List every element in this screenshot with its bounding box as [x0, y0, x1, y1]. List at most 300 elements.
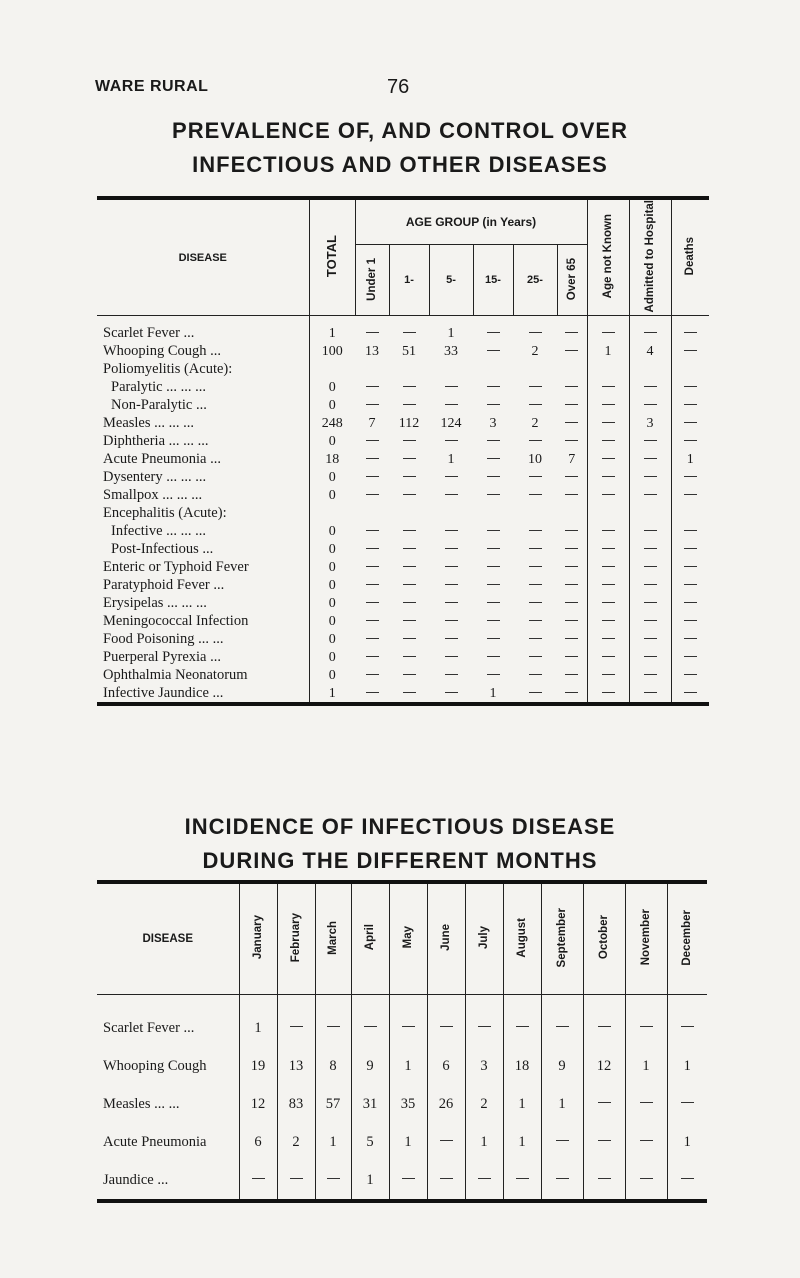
page-header	[95, 78, 695, 102]
dash-mark	[403, 602, 416, 603]
dash-mark	[565, 692, 578, 693]
value-cell	[671, 522, 709, 540]
value-cell	[513, 648, 557, 666]
value-cell: 3	[629, 414, 671, 432]
value-cell: 1	[489, 686, 497, 702]
value-cell: 26	[427, 1085, 465, 1123]
value-cell	[355, 504, 389, 522]
value-cell	[355, 468, 389, 486]
table-row	[97, 1047, 707, 1085]
value-cell	[389, 522, 429, 540]
value-cell	[513, 316, 557, 343]
dash-mark	[684, 476, 697, 477]
dash-mark	[602, 620, 615, 621]
value-cell	[465, 1161, 503, 1201]
value-cell	[557, 576, 587, 594]
value-cell	[429, 630, 473, 648]
value-cell	[587, 630, 629, 648]
value-cell	[629, 612, 671, 630]
value-cell: 1	[671, 450, 709, 468]
dash-mark	[565, 404, 578, 405]
table-row	[97, 630, 709, 648]
header-under1: Under 1	[355, 245, 389, 316]
dash-mark	[445, 566, 458, 567]
dash-mark	[565, 422, 578, 423]
dash-mark	[565, 386, 578, 387]
value-cell	[355, 316, 389, 343]
value-cell	[587, 486, 629, 504]
dash-mark	[366, 530, 379, 531]
dash-mark	[529, 692, 542, 693]
value-cell	[429, 576, 473, 594]
value-cell	[625, 1161, 667, 1201]
dash-mark	[445, 440, 458, 441]
value-cell: 83	[277, 1085, 315, 1123]
total-cell: 18	[309, 450, 355, 468]
value-cell	[557, 558, 587, 576]
value-cell	[667, 1161, 707, 1201]
value-cell	[355, 522, 389, 540]
disease-name: Enteric or Typhoid Fever	[103, 559, 249, 576]
value-cell	[429, 684, 473, 704]
dash-mark	[644, 494, 657, 495]
value-cell	[473, 432, 513, 450]
dash-mark	[487, 458, 500, 459]
value-cell	[587, 360, 629, 378]
header-month-october	[583, 882, 625, 995]
dash-mark	[403, 548, 416, 549]
value-cell	[587, 450, 629, 468]
dash-mark	[529, 584, 542, 585]
value-cell	[587, 316, 629, 343]
value-cell	[557, 486, 587, 504]
value-cell	[513, 558, 557, 576]
value-cell	[671, 432, 709, 450]
header-age-group: AGE GROUP (in Years)	[355, 198, 587, 245]
dash-mark	[366, 332, 379, 333]
dash-mark	[565, 602, 578, 603]
value-cell	[513, 468, 557, 486]
table-row	[97, 1161, 707, 1201]
dash-mark	[445, 674, 458, 675]
value-cell	[557, 468, 587, 486]
value-cell	[629, 450, 671, 468]
value-cell	[513, 630, 557, 648]
value-cell	[667, 995, 707, 1048]
table-row	[97, 504, 709, 522]
dash-mark	[440, 1178, 453, 1179]
dash-mark	[445, 620, 458, 621]
dash-mark	[403, 692, 416, 693]
total-cell: 0	[309, 468, 355, 486]
dash-mark	[366, 548, 379, 549]
value-cell	[277, 1161, 315, 1201]
value-cell: 1	[503, 1123, 541, 1161]
dash-mark	[640, 1026, 653, 1027]
prevalence-title-line1: PREVALENCE OF, AND CONTROL OVER	[172, 118, 628, 143]
value-cell	[513, 432, 557, 450]
value-cell	[557, 504, 587, 522]
value-cell: 1	[447, 452, 455, 468]
dash-mark	[684, 638, 697, 639]
dash-mark	[366, 620, 379, 621]
value-cell	[671, 684, 709, 704]
header-admitted: Admitted to Hospital	[629, 198, 671, 316]
value-cell	[541, 1123, 583, 1161]
value-cell	[557, 378, 587, 396]
dash-mark	[529, 494, 542, 495]
dash-mark	[565, 494, 578, 495]
month-label: October	[598, 915, 610, 960]
dash-mark	[366, 476, 379, 477]
value-cell	[629, 522, 671, 540]
dash-mark	[403, 458, 416, 459]
dash-mark	[602, 584, 615, 585]
dash-mark	[644, 584, 657, 585]
month-label: February	[290, 912, 302, 963]
dash-mark	[684, 620, 697, 621]
table-row	[97, 342, 709, 360]
dash-mark	[598, 1178, 611, 1179]
dash-mark	[602, 476, 615, 477]
disease-name: Ophthalmia Neonatorum	[103, 667, 248, 684]
dash-mark	[529, 404, 542, 405]
dash-mark	[684, 674, 697, 675]
value-cell	[671, 468, 709, 486]
dash-mark	[529, 530, 542, 531]
dash-mark	[366, 494, 379, 495]
dash-mark	[602, 386, 615, 387]
header-age-not-known: Age not Known	[587, 198, 629, 316]
value-cell	[557, 342, 587, 360]
disease-name: Smallpox ... ... ...	[103, 487, 203, 504]
dash-mark	[366, 404, 379, 405]
total-cell: 1	[309, 316, 355, 343]
dash-mark	[565, 656, 578, 657]
value-cell	[473, 450, 513, 468]
total-cell: 0	[309, 666, 355, 684]
header-month-january	[239, 882, 277, 995]
dash-mark	[684, 602, 697, 603]
dash-mark	[529, 638, 542, 639]
dash-mark	[403, 566, 416, 567]
dash-mark	[684, 656, 697, 657]
dash-mark	[565, 332, 578, 333]
month-label: April	[364, 924, 376, 951]
header-month-march	[315, 882, 351, 995]
value-cell	[625, 1123, 667, 1161]
dash-mark	[529, 440, 542, 441]
value-cell	[587, 594, 629, 612]
value-cell	[427, 995, 465, 1048]
value-cell: 12	[239, 1085, 277, 1123]
value-cell	[671, 648, 709, 666]
value-cell	[557, 684, 587, 704]
value-cell: 1	[351, 1161, 389, 1201]
value-cell	[513, 360, 557, 378]
value-cell	[629, 378, 671, 396]
dash-mark	[556, 1140, 569, 1141]
value-cell	[671, 594, 709, 612]
value-cell	[473, 576, 513, 594]
dash-mark	[644, 548, 657, 549]
total-cell: 248	[309, 414, 355, 432]
value-cell	[389, 666, 429, 684]
dash-mark	[445, 548, 458, 549]
dash-mark	[681, 1102, 694, 1103]
dash-mark	[403, 620, 416, 621]
disease-name: Paralytic ... ... ...	[111, 379, 207, 396]
value-cell: 13	[277, 1047, 315, 1085]
table-row	[97, 648, 709, 666]
dash-mark	[487, 674, 500, 675]
value-cell	[625, 1085, 667, 1123]
dash-mark	[644, 440, 657, 441]
value-cell	[355, 594, 389, 612]
dash-mark	[487, 530, 500, 531]
dash-mark	[644, 458, 657, 459]
value-cell	[473, 630, 513, 648]
dash-mark	[366, 566, 379, 567]
table-row	[97, 396, 709, 414]
dash-mark	[602, 638, 615, 639]
value-cell	[355, 378, 389, 396]
value-cell	[513, 540, 557, 558]
dash-mark	[487, 602, 500, 603]
dash-mark	[529, 620, 542, 621]
dash-mark	[602, 422, 615, 423]
total-cell: 0	[309, 378, 355, 396]
dash-mark	[684, 440, 697, 441]
value-cell	[513, 396, 557, 414]
dash-mark	[565, 566, 578, 567]
dash-mark	[487, 386, 500, 387]
total-cell: 0	[309, 594, 355, 612]
value-cell	[429, 648, 473, 666]
dash-mark	[565, 674, 578, 675]
value-cell	[557, 414, 587, 432]
dash-mark	[487, 566, 500, 567]
value-cell	[629, 468, 671, 486]
value-cell	[429, 558, 473, 576]
value-cell	[587, 540, 629, 558]
value-cell	[513, 486, 557, 504]
table-row	[97, 316, 709, 343]
value-cell: 33	[444, 344, 458, 360]
dash-mark	[565, 530, 578, 531]
dash-mark	[602, 692, 615, 693]
total-cell: 100	[309, 342, 355, 360]
dash-mark	[598, 1140, 611, 1141]
value-cell	[427, 1161, 465, 1201]
value-cell: 1	[503, 1085, 541, 1123]
dash-mark	[565, 476, 578, 477]
dash-mark	[684, 584, 697, 585]
disease-name: Acute Pneumonia	[103, 1133, 207, 1150]
dash-mark	[487, 404, 500, 405]
dash-mark	[602, 656, 615, 657]
table-row	[97, 612, 709, 630]
dash-mark	[529, 386, 542, 387]
value-cell	[513, 594, 557, 612]
disease-name: Whooping Cough ...	[103, 343, 222, 360]
value-cell: 2	[531, 344, 539, 360]
value-cell	[629, 316, 671, 343]
value-cell	[473, 594, 513, 612]
value-cell	[355, 396, 389, 414]
value-cell	[429, 594, 473, 612]
value-cell	[557, 630, 587, 648]
month-label: September	[556, 907, 568, 968]
value-cell: 1	[465, 1123, 503, 1161]
dash-mark	[602, 458, 615, 459]
value-cell: 3	[489, 416, 497, 432]
dash-mark	[640, 1140, 653, 1141]
dash-mark	[644, 692, 657, 693]
dash-mark	[644, 566, 657, 567]
dash-mark	[445, 656, 458, 657]
dash-mark	[529, 602, 542, 603]
value-cell	[671, 486, 709, 504]
dash-mark	[366, 656, 379, 657]
disease-name: Post-Infectious ...	[111, 541, 214, 558]
value-cell	[587, 504, 629, 522]
value-cell	[671, 630, 709, 648]
value-cell	[671, 504, 709, 522]
value-cell	[671, 576, 709, 594]
table-row	[97, 378, 709, 396]
table-row	[97, 468, 709, 486]
dash-mark	[445, 602, 458, 603]
dash-mark	[684, 350, 697, 351]
dash-mark	[602, 566, 615, 567]
value-cell	[389, 630, 429, 648]
value-cell: 1	[389, 1123, 427, 1161]
value-cell	[557, 522, 587, 540]
dash-mark	[445, 404, 458, 405]
value-cell	[429, 612, 473, 630]
value-cell	[389, 558, 429, 576]
value-cell: 1	[541, 1085, 583, 1123]
disease-name: Meningococcal Infection	[103, 613, 249, 630]
value-cell	[429, 522, 473, 540]
value-cell	[389, 1161, 427, 1201]
value-cell	[355, 486, 389, 504]
disease-name: Dysentery ... ... ...	[103, 469, 207, 486]
value-cell: 2	[465, 1085, 503, 1123]
dash-mark	[684, 530, 697, 531]
value-cell	[429, 432, 473, 450]
dash-mark	[644, 602, 657, 603]
dash-mark	[684, 386, 697, 387]
value-cell	[557, 648, 587, 666]
value-cell: 124	[440, 416, 462, 432]
dash-mark	[478, 1026, 491, 1027]
dash-mark	[403, 638, 416, 639]
dash-mark	[366, 458, 379, 459]
dash-mark	[602, 602, 615, 603]
dash-mark	[445, 584, 458, 585]
value-cell	[355, 666, 389, 684]
disease-name: Erysipelas ... ... ...	[103, 595, 207, 612]
value-cell	[671, 540, 709, 558]
value-cell	[671, 342, 709, 360]
dash-mark	[366, 692, 379, 693]
value-cell	[389, 450, 429, 468]
value-cell: 1	[667, 1047, 707, 1085]
table-row	[97, 540, 709, 558]
dash-mark	[640, 1102, 653, 1103]
dash-mark	[565, 548, 578, 549]
value-cell	[671, 414, 709, 432]
header-age15: 15-	[473, 245, 513, 316]
header-deaths: Deaths	[671, 198, 709, 316]
dash-mark	[644, 620, 657, 621]
dash-mark	[684, 404, 697, 405]
month-label: July	[478, 925, 490, 949]
disease-name: Paratyphoid Fever ...	[103, 577, 225, 594]
disease-name: Non-Paralytic ...	[111, 397, 207, 414]
value-cell	[473, 540, 513, 558]
total-cell	[309, 504, 355, 522]
value-cell	[389, 504, 429, 522]
value-cell: 6	[239, 1123, 277, 1161]
value-cell	[629, 558, 671, 576]
value-cell: 9	[541, 1047, 583, 1085]
value-cell	[389, 486, 429, 504]
value-cell	[355, 432, 389, 450]
total-cell: 0	[309, 540, 355, 558]
value-cell	[629, 540, 671, 558]
prevalence-table	[97, 196, 709, 706]
month-label: August	[516, 917, 528, 958]
total-cell: 0	[309, 630, 355, 648]
value-cell	[355, 612, 389, 630]
value-cell	[277, 995, 315, 1048]
header-month-may	[389, 882, 427, 995]
dash-mark	[366, 602, 379, 603]
dash-mark	[445, 476, 458, 477]
value-cell	[429, 666, 473, 684]
value-cell	[629, 396, 671, 414]
value-cell: 1	[625, 1047, 667, 1085]
dash-mark	[556, 1026, 569, 1027]
month-label: November	[640, 909, 652, 966]
value-cell	[513, 612, 557, 630]
value-cell	[557, 396, 587, 414]
value-cell	[355, 648, 389, 666]
value-cell: 12	[583, 1047, 625, 1085]
dash-mark	[487, 476, 500, 477]
dash-mark	[290, 1178, 303, 1179]
dash-mark	[602, 494, 615, 495]
value-cell	[629, 576, 671, 594]
value-cell	[473, 396, 513, 414]
value-cell	[473, 558, 513, 576]
value-cell	[671, 316, 709, 343]
value-cell: 1	[315, 1123, 351, 1161]
dash-mark	[644, 332, 657, 333]
header-age25: 25-	[513, 245, 557, 316]
dash-mark	[684, 548, 697, 549]
dash-mark	[565, 620, 578, 621]
value-cell	[389, 540, 429, 558]
disease-name: Infective Jaundice ...	[103, 685, 224, 702]
dash-mark	[403, 494, 416, 495]
value-cell	[667, 1085, 707, 1123]
header-total: TOTAL	[309, 198, 355, 316]
dash-mark	[445, 638, 458, 639]
